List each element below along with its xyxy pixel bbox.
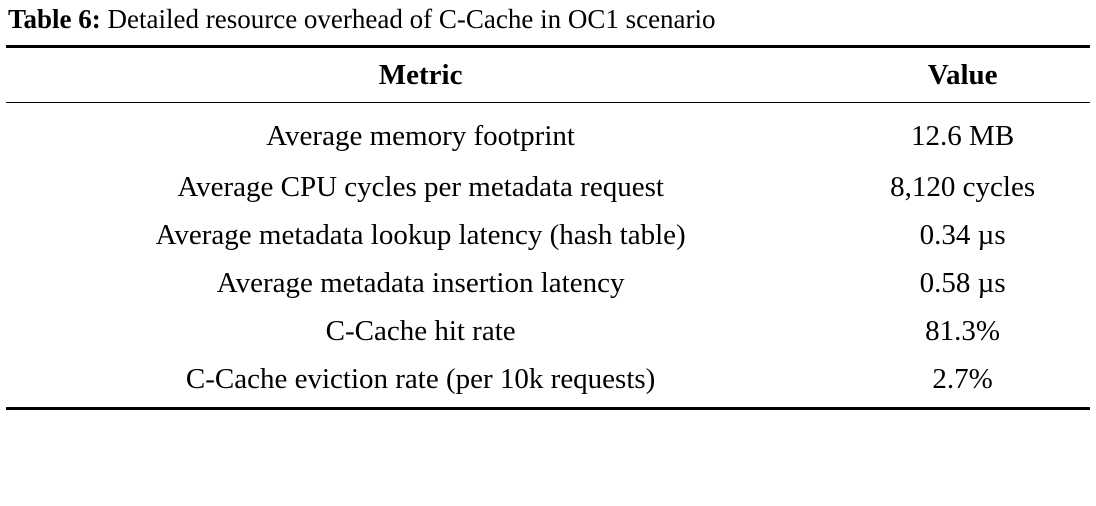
cell-value: 8,120 cycles <box>890 170 1036 203</box>
cell-metric: Average memory footprint <box>266 119 575 152</box>
resource-overhead-table <box>6 48 1090 102</box>
cell-value: 0.34 µs <box>919 218 1006 251</box>
table-row <box>6 211 1090 259</box>
cell-metric: Average CPU cycles per metadata request <box>177 170 664 203</box>
cell-value: 81.3% <box>925 314 1001 347</box>
table-caption-text: Detailed resource overhead of C-Cache in OC1 scenario <box>107 4 716 34</box>
table-body <box>6 103 1090 407</box>
cell-value: 2.7% <box>932 362 993 395</box>
cell-metric: Average metadata insertion latency <box>216 266 625 299</box>
table-row <box>6 163 1090 211</box>
table-caption <box>6 0 1090 45</box>
cell-metric: C-Cache eviction rate (per 10k requests) <box>185 362 656 395</box>
table-row <box>6 259 1090 307</box>
table-row <box>6 355 1090 407</box>
column-header-value: Value <box>927 58 998 91</box>
cell-metric: C-Cache hit rate <box>325 314 516 347</box>
table-bottom-rule <box>6 407 1090 410</box>
cell-value: 12.6 MB <box>911 119 1015 152</box>
table-row <box>6 307 1090 355</box>
cell-value: 0.58 µs <box>919 266 1006 299</box>
table-head <box>6 48 1090 102</box>
table-caption-label: Table 6: <box>8 4 101 34</box>
table-body-table <box>6 103 1090 407</box>
column-header-metric: Metric <box>378 58 463 91</box>
table-row <box>6 103 1090 163</box>
table-header-row <box>6 48 1090 102</box>
cell-metric: Average metadata lookup latency (hash table) <box>155 218 686 251</box>
